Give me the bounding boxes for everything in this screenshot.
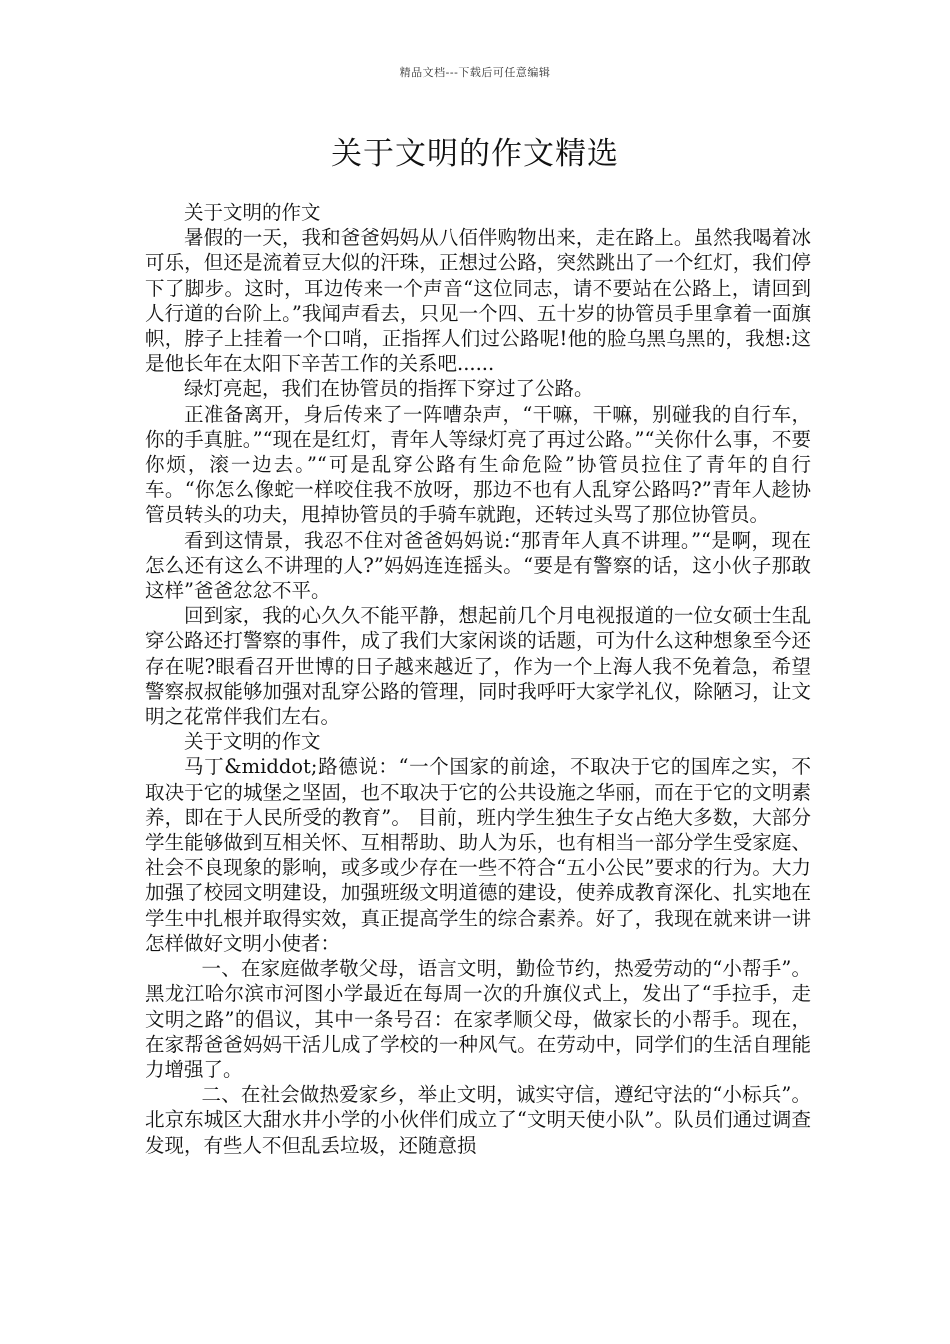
body-paragraph: 马丁&middot;路德说：“一个国家的前途，不取决于它的国库之实，不取决于它的城堡之坚固，也不取决于它的公共设施之华丽，而在于它的文明素养，即在于人民所受的教育”。 目前，班内学生独生子女占绝大多数，大部分学生能够做到互相关怀、互相帮助、助人为乐，也有相当一部分学生受家庭、社会不良现象的影响，或多或少存在一些不符合“五小公民”要求的行为。大力加强了校园文明建设，加强班级文明道德的建设，使养成教育深化、扎实地在学生中扎根并取得实效，真正提高学生的综合素养。好了，我现在就来讲一讲怎样做好文明小使者： [145,755,811,955]
section-heading: 关于文明的作文 [184,730,321,754]
document-body [145,200,811,1158]
body-paragraph: 正准备离开，身后传来了一阵嘈杂声，“干嘛，干嘛，别碰我的自行车，你的手真脏。”“现在是红灯，青年人等绿灯亮了再过公路。”“关你什么事，不要你烦，滚一边去。”“可是乱穿公路有生命危险”协管员拉住了青年的自行车。“你怎么像蛇一样咬住我不放呀，那边不也有人乱穿公路吗?”青年人趁协管员转头的功夫，甩掉协管员的手骑车就跑，还转过头骂了那位协管员。 [145,402,811,527]
body-paragraph: 绿灯亮起，我们在协管员的指挥下穿过了公路。 [184,377,594,401]
body-paragraph: 看到这情景，我忍不住对爸爸妈妈说:“那青年人真不讲理。”“是啊，现在怎么还有这么不讲理的人?”妈妈连连摇头。“要是有警察的话，这小伙子那敢这样”爸爸忿忿不平。 [145,528,811,603]
section-heading: 关于文明的作文 [184,201,321,224]
header-note: 精品文档---下载后可任意编辑 [399,66,551,79]
body-paragraph: 暑假的一天，我和爸爸妈妈从八佰伴购物出来，走在路上。虽然我喝着冰可乐，但还是流着豆大似的汗珠，正想过公路，突然跳出了一个红灯，我们停下了脚步。这时，耳边传来一个声音“这位同志，请不要站在公路上，请回到人行道的台阶上。”我闻声看去，只见一个四、五十岁的协管员手里拿着一面旗帜，脖子上挂着一个口哨，正指挥人们过公路呢!他的脸乌黑乌黑的，我想:这是他长年在太阳下辛苦工作的关系吧...... [145,226,811,376]
body-paragraph: 回到家，我的心久久不能平静，想起前几个月电视报道的一位女硕士生乱穿公路还打警察的事件，成了我们大家闲谈的话题，可为什么这种想象至今还存在呢?眼看召开世博的日子越来越近了，作为一个上海人我不免着急，希望警察叔叔能够加强对乱穿公路的管理，同时我呼吁大家学礼仪，除陋习，让文明之花常伴我们左右。 [145,604,811,729]
body-paragraph: 二、在社会做热爱家乡，举止文明，诚实守信，遵纪守法的“小标兵”。北京东城区大甜水井小学的小伙伴们成立了“文明天使小队”。队员们通过调查发现，有些人不但乱丢垃圾，还随意损 [145,1083,811,1157]
body-paragraph: 一、在家庭做孝敬父母，语言文明，勤俭节约，热爱劳动的“小帮手”。黑龙江哈尔滨市河图小学最近在每周一次的升旗仪式上，发出了“手拉手，走文明之路”的倡议，其中一条号召：在家孝顺父母，做家长的小帮手。现在，在家帮爸爸妈妈干活儿成了学校的一种风气。在劳动中，同学们的生活自理能力增强了。 [145,957,811,1081]
document-title: 关于文明的作文精选 [331,136,619,172]
